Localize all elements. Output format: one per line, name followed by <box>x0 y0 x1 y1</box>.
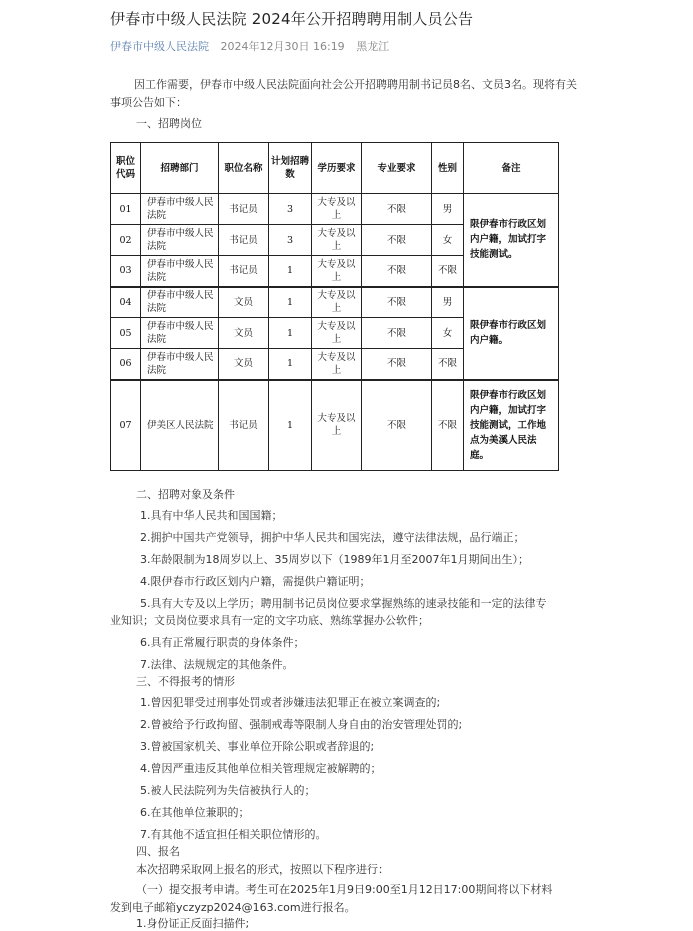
table-cell: 04 <box>111 287 141 318</box>
table-cell: 03 <box>111 256 141 287</box>
table-cell: 女 <box>432 225 464 256</box>
table-header: 职位代码 <box>111 143 141 194</box>
section-heading-exclusions: 三、不得报考的情形 <box>136 675 235 688</box>
section-heading-registration: 四、报名 <box>136 845 180 858</box>
table-cell: 06 <box>111 349 141 380</box>
condition-item: 业知识；文员岗位要求具有一定的文字功底、熟练掌握办公软件； <box>110 614 429 627</box>
exclusion-item: 3.曾被国家机关、事业单位开除公职或者辞退的; <box>140 740 375 753</box>
table-cell: 文员 <box>219 287 269 318</box>
table-cell: 伊春市中级人民法院 <box>141 318 219 349</box>
table-cell: 3 <box>269 194 312 225</box>
table-header: 性别 <box>432 143 464 194</box>
table-cell: 书记员 <box>219 256 269 287</box>
table-cell: 1 <box>269 380 312 471</box>
table-cell: 伊春市中级人民法院 <box>141 256 219 287</box>
condition-item: 4.限伊春市行政区划内户籍，需提供户籍证明； <box>140 575 371 588</box>
table-note-cell: 限伊春市行政区划内户籍，加试打字技能测试。 <box>464 194 559 287</box>
registration-text: 发到电子邮箱yczyzp2024@163.com进行报名。 <box>110 901 356 914</box>
table-cell: 文员 <box>219 318 269 349</box>
table-header: 计划招聘数 <box>269 143 312 194</box>
table-cell: 大专及以上 <box>312 318 362 349</box>
section-heading-positions: 一、招聘岗位 <box>136 117 202 130</box>
condition-item: 1.具有中华人民共和国国籍； <box>140 509 283 522</box>
condition-item: 3.年龄限制为18周岁以上、35周岁以下（1989年1月至2007年1月期间出生）； <box>140 553 529 566</box>
positions-table <box>110 142 559 471</box>
article-source[interactable]: 伊春市中级人民法院 <box>110 40 209 53</box>
table-cell: 书记员 <box>219 380 269 471</box>
section-heading-conditions: 二、招聘对象及条件 <box>136 488 235 501</box>
table-note-cell: 限伊春市行政区划内户籍。 <box>464 287 559 380</box>
table-cell: 不限 <box>362 349 432 380</box>
table-cell: 不限 <box>362 318 432 349</box>
table-cell: 1 <box>269 287 312 318</box>
table-cell: 女 <box>432 318 464 349</box>
exclusion-item: 4.曾因严重违反其他单位相关管理规定被解聘的； <box>140 762 382 775</box>
table-header: 备注 <box>464 143 559 194</box>
table-header: 专业要求 <box>362 143 432 194</box>
table-cell: 1 <box>269 256 312 287</box>
table-cell: 01 <box>111 194 141 225</box>
article-region: 黑龙江 <box>356 40 390 53</box>
registration-text: 1.身份证正反面扫描件; <box>136 917 250 930</box>
table-cell: 伊春市中级人民法院 <box>141 287 219 318</box>
exclusion-item: 2.曾被给予行政拘留、强制戒毒等限制人身自由的治安管理处罚的; <box>140 718 463 731</box>
table-row <box>111 194 559 225</box>
article-meta <box>110 38 397 54</box>
table-header-row <box>111 143 559 194</box>
table-note-cell: 限伊春市行政区划内户籍，加试打字技能测试，工作地点为美溪人民法庭。 <box>464 380 559 471</box>
table-cell: 伊春市中级人民法院 <box>141 349 219 380</box>
table-cell: 1 <box>269 318 312 349</box>
exclusion-item: 6.在其他单位兼职的； <box>140 806 250 819</box>
article-title: 伊春市中级人民法院 2024年公开招聘聘用制人员公告 <box>110 10 474 28</box>
table-cell: 不限 <box>362 287 432 318</box>
table-cell: 伊春市中级人民法院 <box>141 225 219 256</box>
condition-item: 2.拥护中国共产党领导，拥护中华人民共和国宪法，遵守法律法规，品行端正； <box>140 531 525 544</box>
table-cell: 不限 <box>432 256 464 287</box>
exclusion-item: 7.有其他不适宜担任相关职位情形的。 <box>140 828 327 841</box>
table-cell: 男 <box>432 287 464 318</box>
condition-item: 6.具有正常履行职责的身体条件； <box>140 636 305 649</box>
table-cell: 不限 <box>362 256 432 287</box>
registration-text: 本次招聘采取网上报名的形式，按照以下程序进行： <box>136 863 389 876</box>
table-cell: 大专及以上 <box>312 380 362 471</box>
table-cell: 大专及以上 <box>312 225 362 256</box>
table-cell: 大专及以上 <box>312 194 362 225</box>
table-cell: 大专及以上 <box>312 349 362 380</box>
condition-item: 5.具有大专及以上学历；聘用制书记员岗位要求掌握熟练的速录技能和一定的法律专 <box>140 597 547 610</box>
table-cell: 3 <box>269 225 312 256</box>
table-cell: 02 <box>111 225 141 256</box>
table-header: 学历要求 <box>312 143 362 194</box>
table-row <box>111 380 559 471</box>
article-date: 2024年12月30日 16:19 <box>220 40 345 53</box>
table-cell: 大专及以上 <box>312 256 362 287</box>
table-row <box>111 287 559 318</box>
table-cell: 1 <box>269 349 312 380</box>
table-cell: 不限 <box>362 380 432 471</box>
table-cell: 07 <box>111 380 141 471</box>
table-cell: 大专及以上 <box>312 287 362 318</box>
table-cell: 伊春市中级人民法院 <box>141 194 219 225</box>
table-cell: 文员 <box>219 349 269 380</box>
table-cell: 不限 <box>362 225 432 256</box>
table-cell: 书记员 <box>219 194 269 225</box>
table-cell: 不限 <box>432 380 464 471</box>
table-cell: 伊美区人民法院 <box>141 380 219 471</box>
table-cell: 不限 <box>362 194 432 225</box>
table-cell: 男 <box>432 194 464 225</box>
intro-paragraph: 因工作需要，伊春市中级人民法院面向社会公开招聘聘用制书记员8名、文员3名。现将有关事项公告如下： <box>110 78 577 109</box>
registration-text: （一）提交报考申请。考生可在2025年1月9日9:00至1月12日17:00期间将以下材料 <box>136 883 553 896</box>
exclusion-item: 1.曾因犯罪受过刑事处罚或者涉嫌违法犯罪正在被立案调查的; <box>140 696 441 709</box>
table-cell: 05 <box>111 318 141 349</box>
table-header: 招聘部门 <box>141 143 219 194</box>
exclusion-item: 5.被人民法院列为失信被执行人的； <box>140 784 316 797</box>
condition-item: 7.法律、法规规定的其他条件。 <box>140 658 294 671</box>
table-header: 职位名称 <box>219 143 269 194</box>
table-cell: 不限 <box>432 349 464 380</box>
table-cell: 书记员 <box>219 225 269 256</box>
